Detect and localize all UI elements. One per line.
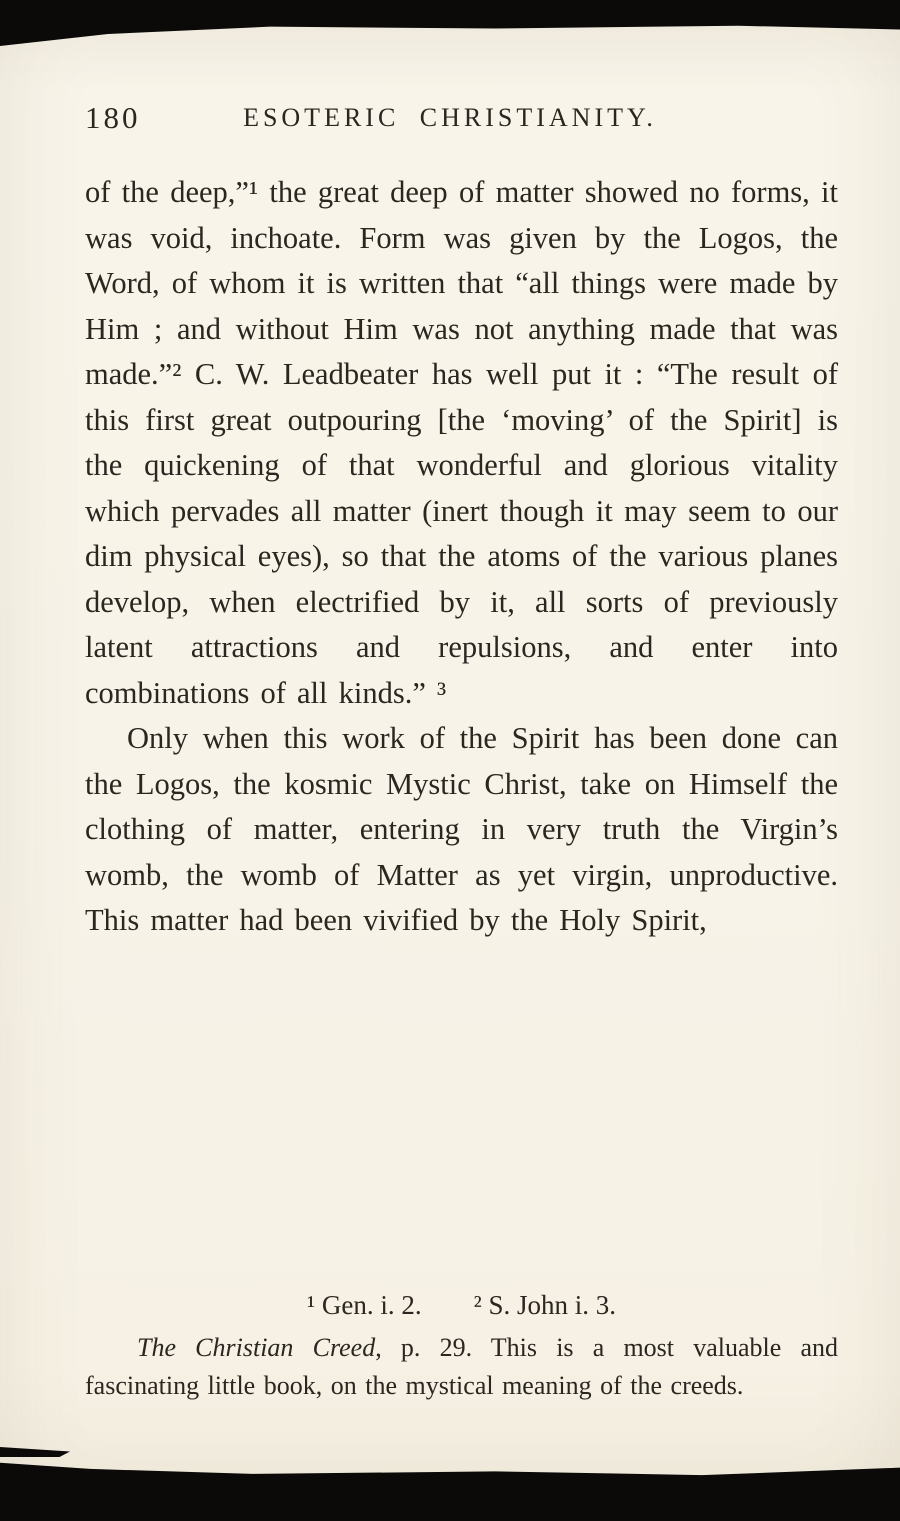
scan-artifact-top [0, 0, 900, 46]
scan-artifact-bottom [0, 1459, 900, 1521]
footnotes-section [85, 1290, 838, 1405]
footnote-book-title: The Christian Creed [137, 1333, 376, 1362]
running-header: ESOTERIC CHRISTIANITY. [243, 103, 657, 132]
footnote-note-rest: , p. 29. This is a most valuable and fascinating little book, on the mystical meaning of the creeds. [85, 1333, 838, 1400]
footnote-text [85, 1329, 838, 1405]
page-header [0, 100, 900, 140]
page-body [85, 170, 838, 944]
paragraph-continued: of the deep,”¹ the great deep of matter showed no forms, it was void, inchoate. Form was given by the Logos, the Word, of whom it is written that “all things were made by Him ; and without Him was not anything made that was made.”² C. W. Leadbeater has well put it : “The result of this first great outpouring [the ‘moving’ of the Spirit] is the quickening of that wonderful and glorious vitality which pervades all matter (inert though it may seem to our dim physical eyes), so that the atoms of the various planes develop, when electrified by it, all sorts of previously latent attractions and repulsions, and enter into combinations of all kinds.” ³ [85, 175, 838, 710]
scan-artifact-left-edge [0, 1447, 70, 1457]
page-number: 180 [85, 100, 141, 135]
footnote-references [85, 1290, 838, 1321]
footnote-ref-2: ² S. John i. 3. [473, 1290, 616, 1320]
footnote-ref-1: ¹ Gen. i. 2. [307, 1290, 422, 1320]
paragraph: Only when this work of the Spirit has been done can the Logos, the kosmic Mystic Christ, take on Himself the clothing of matter, entering in very truth the Virgin’s womb, the womb of Matter as yet virgin, unproductive. This matter had been vivified by the Holy Spirit, [85, 721, 838, 937]
